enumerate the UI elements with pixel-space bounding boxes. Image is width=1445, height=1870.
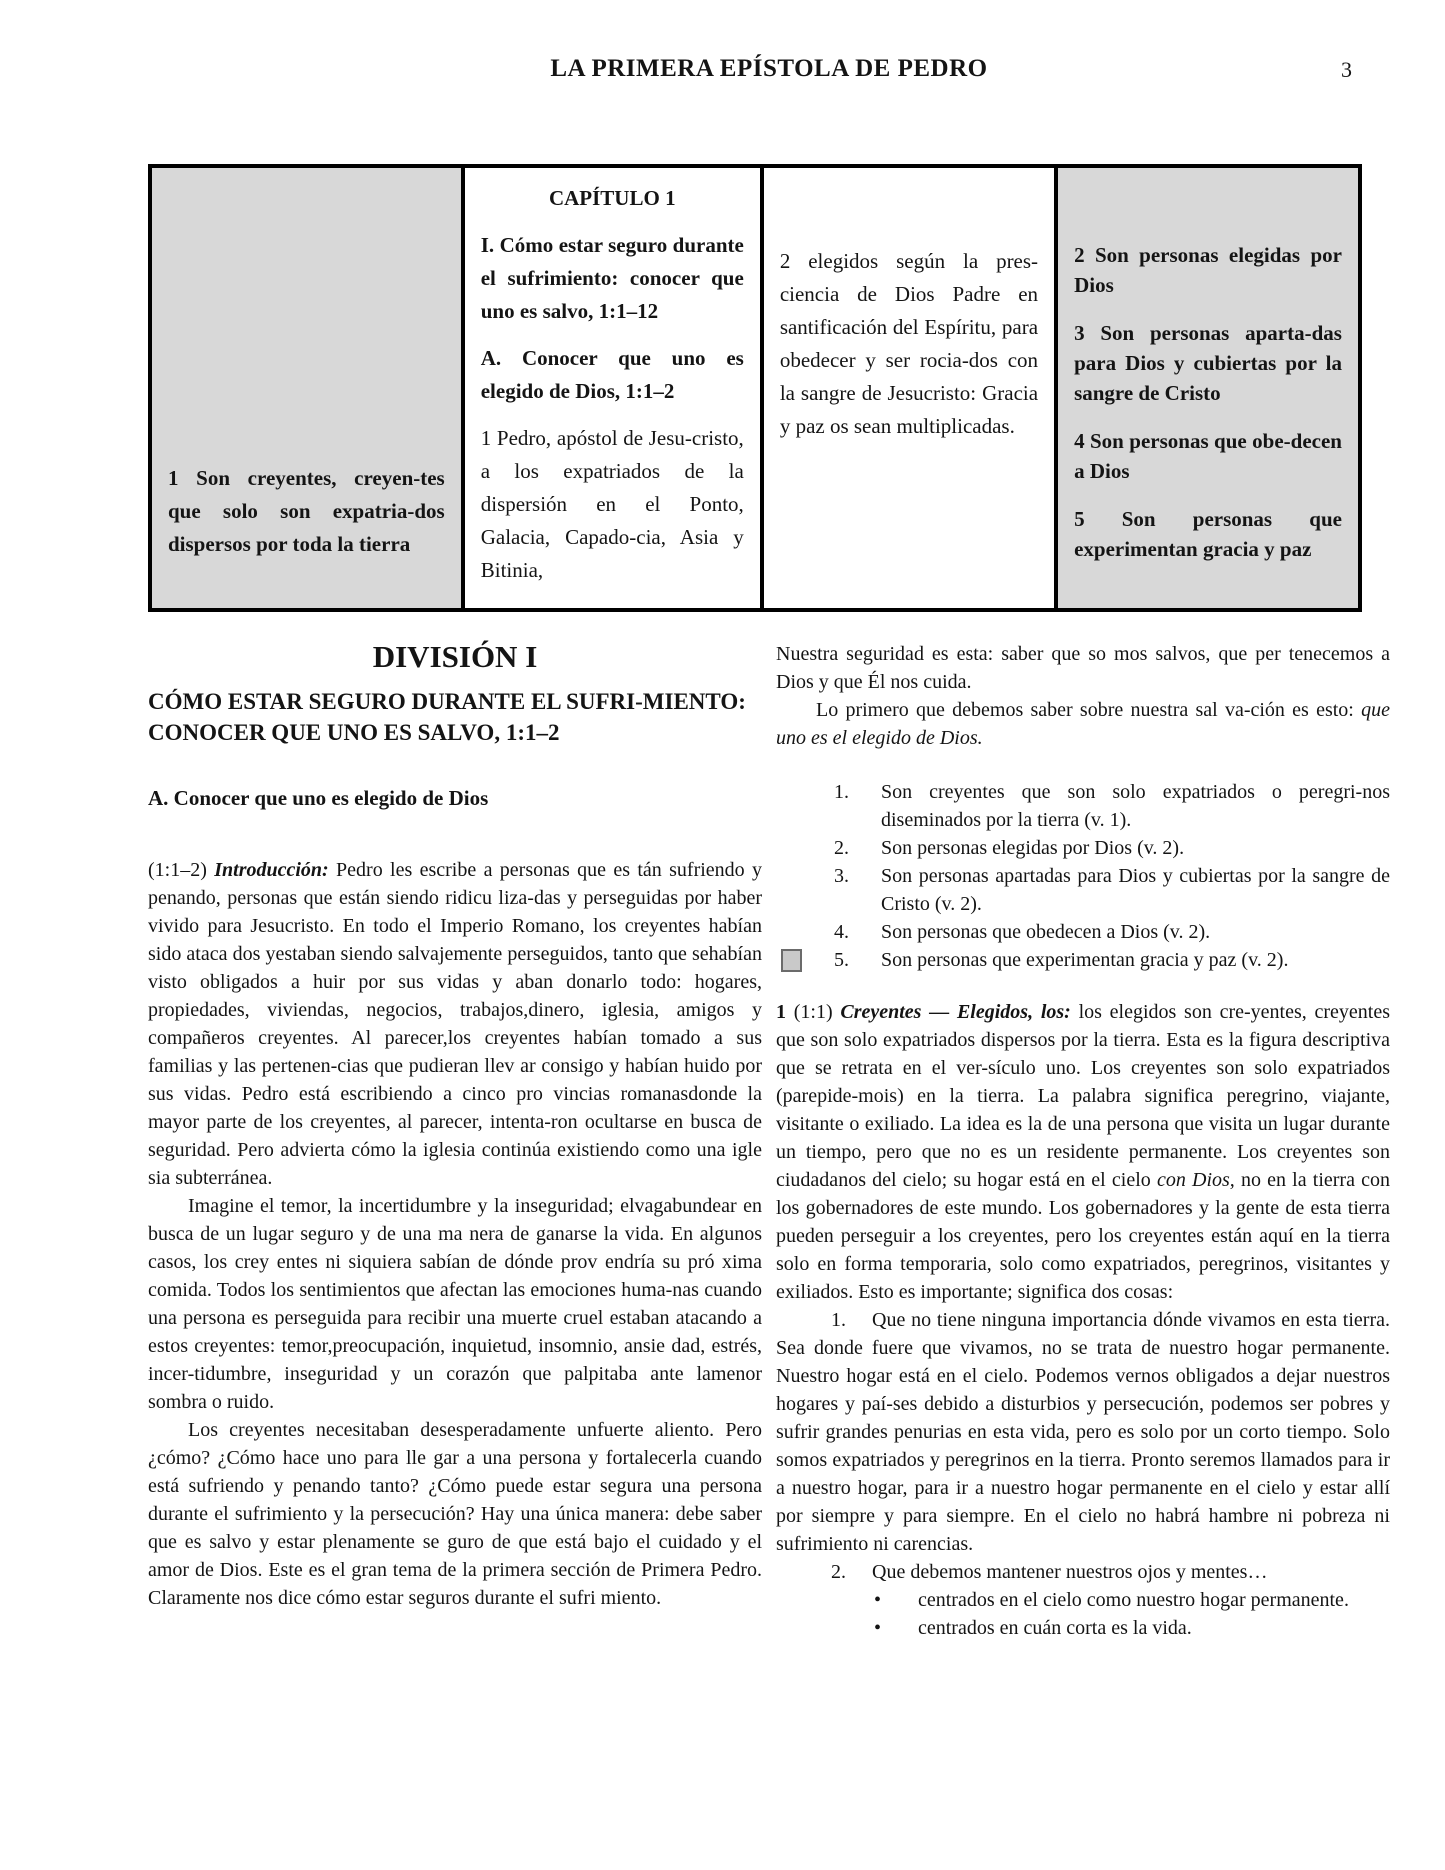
outline-point-a: A. Conocer que uno es elegido de Dios, 1:1–2 xyxy=(480,346,744,403)
outline-cell-left-note xyxy=(152,168,461,608)
list-item-number: 3. xyxy=(834,865,849,887)
outline-cell-right-notes xyxy=(1054,168,1358,608)
bullet-icon: • xyxy=(874,1617,882,1639)
chapter-heading: CAPÍTULO 1 xyxy=(548,186,676,210)
sub-point-number: 1. xyxy=(831,1309,846,1331)
body-columns xyxy=(148,640,1390,1642)
list-item xyxy=(776,918,1390,946)
outline-point-i: I. Cómo estar seguro durante el sufrimiento: conocer que uno es salvo, 1:1–12 xyxy=(480,233,744,323)
right-column xyxy=(776,640,1390,1642)
left-note-text: 1 Son creyentes, creyen-tes que solo son expatria-dos dispersos por toda la tierra xyxy=(168,466,445,556)
page-title: LA PRIMERA EPÍSTOLA DE PEDRO xyxy=(550,55,988,82)
page-number: 3 xyxy=(1341,57,1352,82)
side-note-4: 4 Son personas que obe-decen a Dios xyxy=(1074,429,1342,483)
bullet-item xyxy=(776,1586,1390,1614)
sub-point-text: Que no tiene ninguna importancia dónde vivamos en esta tierra. Sea donde fuere que vivamos, no se trata de nuestro hogar permanente. Nuestro hogar está en el cielo. Podemos vernos obligados a dejar nuestros hogares y paí-ses debido a disturbios y persecución, podemos ser pobres y sufrir grandes penurias en esta vida, pero es solo por un corto tiempo. Solo somos expatriados y peregrinos en la tierra. Pronto seremos llamados para ir a nuestro hogar, para ir a nuestro hogar permanente en el cielo y estar allí por siempre y para siempre. En el cielo no habrá hambre ni pobreza ni sufrimiento ni carencias. xyxy=(776,1309,1390,1555)
bullet-item xyxy=(776,1614,1390,1642)
side-note-2: 2 Son personas elegidas por Dios xyxy=(1074,243,1342,297)
list-item-number: 1. xyxy=(834,781,849,803)
list-item-text: Son personas elegidas por Dios (v. 2). xyxy=(881,837,1185,859)
list-item xyxy=(776,862,1390,918)
division-title: DIVISIÓN I xyxy=(372,639,538,674)
division-subtitle: CÓMO ESTAR SEGURO DURANTE EL SUFRI-MIENTO: CONOCER QUE UNO ES SALVO, 1:1–2 xyxy=(148,689,746,745)
body-paragraph: Imagine el temor, la incertidumbre y la inseguridad; elvagabundear en busca de un lugar seguro y de una ma nera de ganarse la vida. En algunos casos, los crey entes ni siquiera sabían de dónde prov endría su pró xima comida. Todos los sentimientos que afectan las emociones huma-nas cuando una persona es perseguida para recibir una muerte cruel estaban atacando a estos creyentes: temor,preocupación, inquietud, insomnio, ansie dad, estrés, incer-tidumbre, inseguridad y un corazón que palpitaba ante lamenor sombra o ruido. xyxy=(148,1195,762,1413)
list-item-text: Son personas que experimentan gracia y paz (v. 2). xyxy=(881,949,1289,971)
sub-point-text: Que debemos mantener nuestros ojos y mentes… xyxy=(872,1561,1268,1583)
verse-1-text: 1 Pedro, apóstol de Jesu-cristo, a los expatriados de la dispersión en el Ponto, Galacia, Capado-cia, Asia y Bitinia, xyxy=(480,426,744,582)
outline-cell-chapter xyxy=(461,168,760,608)
sub-point-number: 2. xyxy=(831,1561,846,1583)
verse-2-text: 2 elegidos según la pres-ciencia de Dios Padre en santificación del Espíritu, para obedecer y ser rocia-dos con la sangre de Jesucristo: Gracia y paz os sean multiplicadas. xyxy=(779,249,1039,438)
body-paragraph: Nuestra seguridad es esta: saber que so mos salvos, que per tenecemos a Dios y que Él nos cuida. xyxy=(776,643,1390,693)
commentary-paragraph: 1 (1:1) Creyentes — Elegidos, los: los elegidos son cre-yentes, creyentes que son solo expatriados dispersos por la tierra. Esta es la figura descriptiva que se retrata en el ver-sículo uno. Los creyentes son solo expatriados (parepide-mois) en la tierra. La palabra significa peregrino, viajante, visitante o exiliado. La idea es la de una persona que visita un lugar durante un tiempo, pero que no es un residente permanente. Los creyentes son ciudadanos del cielo; su hogar está en el cielo con Dios, no en la tierra con los gobernadores de este mundo. Los gobernadores y la gente de esta tierra pueden perseguir a los creyentes, pero los creyentes están aquí en la tierra solo en forma temporaria, solo como expatriados, peregrinos, visitantes y exiliados. Esto es importante; significa dos cosas: xyxy=(776,1001,1391,1303)
body-paragraph: Lo primero que debemos saber sobre nuestra sal va-ción es esto: que uno es el elegido de Dios. xyxy=(776,699,1390,749)
list-item-number: 5. xyxy=(834,949,849,971)
point-heading: A. Conocer que uno es elegido de Dios xyxy=(148,786,489,810)
list-item-text: Son personas que obedecen a Dios (v. 2). xyxy=(881,921,1211,943)
bullet-icon: • xyxy=(874,1589,882,1611)
list-item xyxy=(776,946,1390,974)
left-column xyxy=(148,640,762,1642)
intro-paragraph: (1:1–2) Introducción: Pedro les escribe a personas que es tán sufriendo y penando, personas que están siendo ridicu liza-das y perseguidas por haber vivido para Jesucristo. En todo el Imperio Romano, los creyentes habían sido ataca dos yestaban siendo salvajemente perseguidos, tanto que sehabían visto obligados a huir por sus vidas y aban donarlo todo: hogares, propiedades, viviendas, negocios, trabajos,dinero, iglesia, amigos y compañeros creyentes. Al parecer,los creyentes habían tomado a sus familias y las pertenen-cias que pudieran llev ar consigo y habían huido por sus vidas. Pedro está escribiendo a cinco pro vincias romanasdonde la mayor parte de los creyentes, al parecer, intenta-ron ocultarse en busca de seguridad. Pero advierta cómo la iglesia continúa existiendo como una igle sia subterránea. xyxy=(148,859,762,1189)
list-item-number: 4. xyxy=(834,921,849,943)
list-item-text: Son personas apartadas para Dios y cubiertas por la sangre de Cristo (v. 2). xyxy=(881,865,1390,915)
body-paragraph: Los creyentes necesitaban desesperadamente unfuerte aliento. Pero ¿cómo? ¿Cómo hace uno para lle gar a una persona y fortalecerla cuando está sufriendo y penando tanto? ¿Cómo puede estar segura una persona durante el sufrimiento y la persecución? Hay una única manera: debe saber que es salvo y estar plenamente se guro de que está bajo el cuidado y el amor de Dios. Este es el gran tema de la primera sección de Primera Pedro. Claramente nos dice cómo estar seguros durante el sufri miento. xyxy=(148,1419,762,1609)
gray-square-marker-icon xyxy=(781,949,802,972)
list-item-number: 2. xyxy=(834,837,849,859)
bullet-text: centrados en el cielo como nuestro hogar permanente. xyxy=(918,1589,1349,1611)
list-item xyxy=(776,778,1390,834)
outline-cell-verse xyxy=(760,168,1054,608)
verse-points-list xyxy=(776,778,1390,974)
page-header xyxy=(148,55,1390,95)
side-note-3: 3 Son personas aparta-das para Dios y cubiertas por la sangre de Cristo xyxy=(1074,321,1342,405)
bullet-text: centrados en cuán corta es la vida. xyxy=(918,1617,1192,1639)
sub-point xyxy=(776,1558,1390,1586)
sub-point xyxy=(776,1306,1390,1558)
list-item xyxy=(776,834,1390,862)
list-item-text: Son creyentes que son solo expatriados o peregri-nos diseminados por la tierra (v. 1). xyxy=(881,781,1390,831)
outline-table xyxy=(148,164,1362,612)
side-note-5: 5 Son personas que experimentan gracia y paz xyxy=(1074,507,1342,561)
